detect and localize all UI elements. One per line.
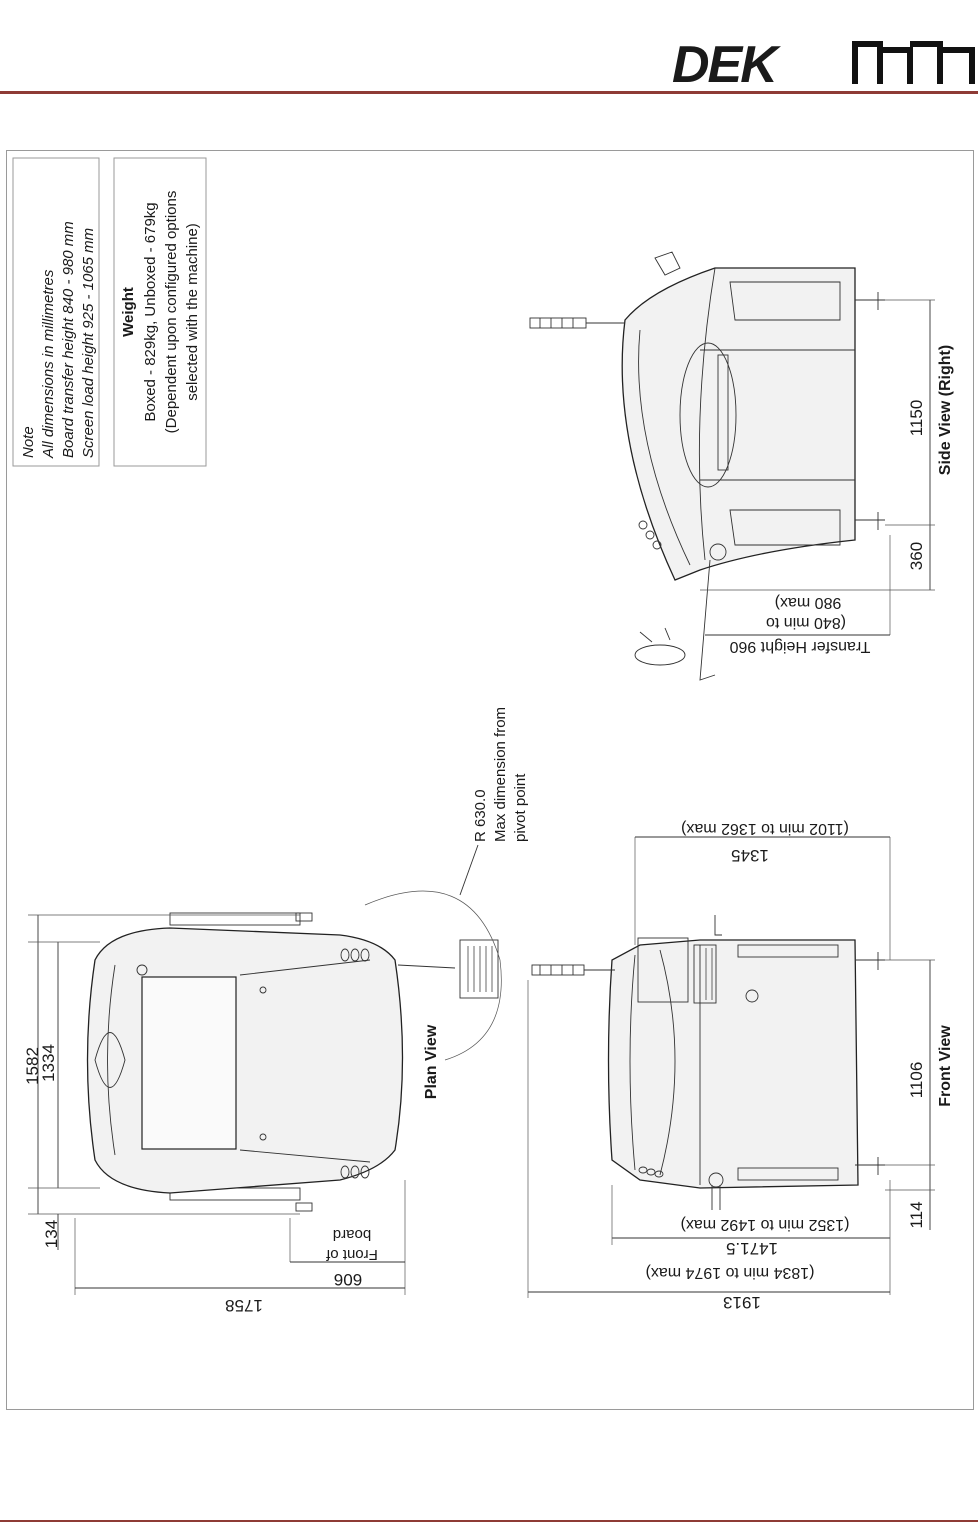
plan-front-of-board-1: Front of bbox=[326, 1246, 378, 1263]
plan-dim-134: 134 bbox=[42, 1219, 61, 1249]
front-dim-1913-range: (1834 min to 1974 max) bbox=[645, 1264, 815, 1281]
plan-radius-3: pivot point bbox=[512, 773, 529, 842]
plan-view-label: Plan View bbox=[423, 1024, 440, 1100]
weight-line-1: Boxed - 829kg, Unboxed - 679kg bbox=[142, 202, 159, 422]
front-dim-114: 114 bbox=[907, 1201, 926, 1229]
front-dim-1345-range: (1102 min to 1362 max) bbox=[681, 820, 849, 837]
notes-line-1: All dimensions in millimetres bbox=[40, 269, 57, 458]
front-dim-1106: 1106 bbox=[907, 1061, 926, 1099]
side-dim-360: 360 bbox=[907, 541, 926, 571]
plan-dim-1758: 1758 bbox=[225, 1296, 263, 1315]
front-dim-14715-range: (1352 min to 1492 max) bbox=[680, 1216, 850, 1233]
side-pendant bbox=[635, 645, 685, 665]
plan-window bbox=[142, 977, 236, 1149]
plan-dim-1582: 1582 bbox=[23, 1047, 42, 1085]
weight-line-2: (Dependent upon configured options bbox=[163, 190, 180, 434]
plan-radius-1: R 630.0 bbox=[472, 789, 489, 842]
plan-radius-2: Max dimension from bbox=[492, 706, 509, 842]
plan-dim-1334: 1334 bbox=[39, 1044, 58, 1082]
front-view-label: Front View bbox=[937, 1025, 954, 1107]
notes-heading: Note bbox=[20, 426, 37, 458]
side-transfer-2: (840 min to bbox=[765, 614, 847, 631]
weight-text bbox=[120, 287, 137, 337]
front-dim-14715: 1471.5 bbox=[726, 1239, 778, 1258]
side-dim-1150: 1150 bbox=[907, 399, 926, 437]
front-dim-1913: 1913 bbox=[723, 1293, 761, 1312]
notes-line-3: Screen load height 925 - 1065 mm bbox=[80, 227, 97, 458]
side-view-label: Side View (Right) bbox=[937, 344, 954, 476]
side-beacon bbox=[530, 318, 586, 328]
side-transfer-3: 980 max) bbox=[774, 594, 842, 611]
side-transfer-1: Transfer Height 960 bbox=[729, 638, 871, 655]
plan-front-of-board-2: board bbox=[332, 1226, 372, 1243]
plan-dim-606: 606 bbox=[333, 1270, 363, 1289]
logo-text: DEK bbox=[672, 36, 776, 86]
plan-body bbox=[88, 928, 403, 1193]
front-body bbox=[609, 940, 859, 1188]
weight-heading: Weight bbox=[120, 287, 137, 337]
notes-line-2: Board transfer height 840 - 980 mm bbox=[60, 221, 77, 458]
side-view-drawing bbox=[530, 252, 935, 680]
front-dim-1345: 1345 bbox=[731, 846, 769, 865]
footer-rule bbox=[0, 1520, 978, 1522]
side-body bbox=[622, 268, 855, 580]
weight-line-3: selected with the machine) bbox=[184, 223, 201, 401]
